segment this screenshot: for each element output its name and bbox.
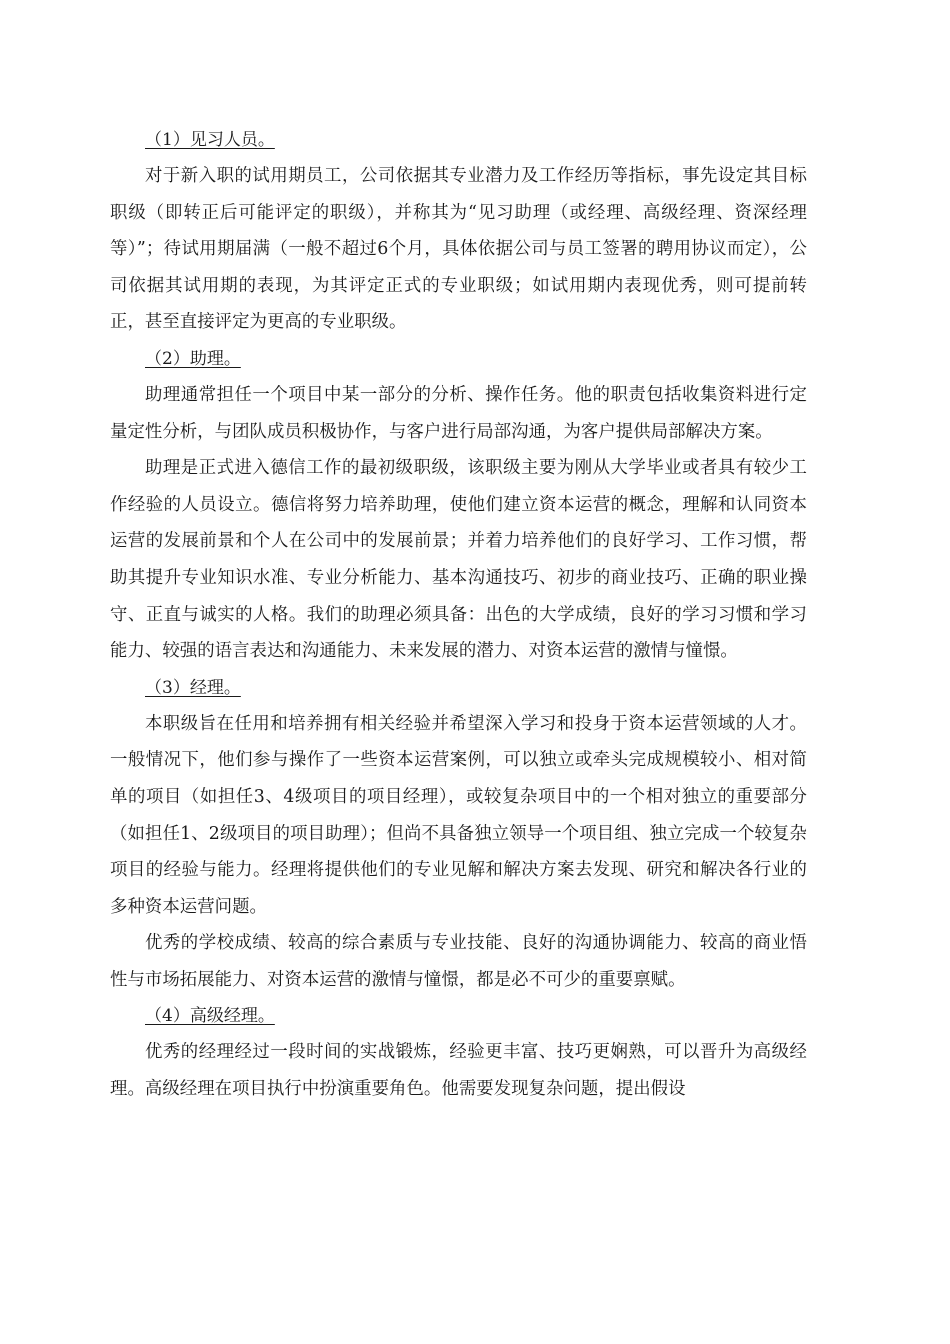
section-trainee bbox=[110, 122, 807, 341]
paragraph: 助理通常担任一个项目中某一部分的分析、操作任务。他的职责包括收集资料进行定量定性分析，与团队成员积极协作，与客户进行局部沟通，为客户提供局部解决方案。 bbox=[110, 384, 807, 442]
section-heading: （4）高级经理。 bbox=[145, 1006, 275, 1027]
section-assistant bbox=[110, 341, 807, 670]
paragraph: 对于新入职的试用期员工，公司依据其专业潜力及工作经历等指标，事先设定其目标职级（即转正后可能评定的职级），并称其为“见习助理（或经理、高级经理、资深经理等）”；待试用期届满（一般不超过6个月，具体依据公司与员工签署的聘用协议而定），公司依据其试用期的表现，为其评定正式的专业职级；如试用期内表现优秀，则可提前转正，甚至直接评定为更高的专业职级。 bbox=[110, 166, 807, 333]
section-heading: （1）见习人员。 bbox=[145, 130, 275, 150]
paragraph: 优秀的经理经过一段时间的实战锻炼，经验更丰富、技巧更娴熟，可以晋升为高级经理。高级经理在项目执行中扮演重要角色。他需要发现复杂问题，提出假设 bbox=[110, 1042, 807, 1100]
paragraph: 助理是正式进入德信工作的最初级职级，该职级主要为刚从大学毕业或者具有较少工作经验的人员设立。德信将努力培养助理，使他们建立资本运营的概念，理解和认同资本运营的发展前景和个人在公司中的发展前景；并着力培养他们的良好学习、工作习惯，帮助其提升专业知识水准、专业分析能力、基本沟通技巧、初步的商业技巧、正确的职业操守、正直与诚实的人格。我们的助理必须具备：出色的大学成绩，良好的学习习惯和学习能力、较强的语言表达和沟通能力、未来发展的潜力、对资本运营的激情与憧憬。 bbox=[110, 458, 807, 662]
section-heading: （2）助理。 bbox=[145, 348, 241, 369]
section-senior-manager bbox=[110, 998, 807, 1107]
section-manager bbox=[110, 670, 807, 999]
section-heading: （3）经理。 bbox=[145, 677, 241, 698]
document-body bbox=[110, 122, 807, 1108]
paragraph: 优秀的学校成绩、较高的综合素质与专业技能、良好的沟通协调能力、较高的商业悟性与市场拓展能力、对资本运营的激情与憧憬，都是必不可少的重要禀赋。 bbox=[110, 933, 807, 990]
paragraph: 本职级旨在任用和培养拥有相关经验并希望深入学习和投身于资本运营领域的人才。一般情况下，他们参与操作了一些资本运营案例，可以独立或牵头完成规模较小、相对简单的项目（如担任3、4级项目的项目经理），或较复杂项目中的一个相对独立的重要部分（如担任1、2级项目的项目助理）；但尚不具备独立领导一个项目组、独立完成一个较复杂项目的经验与能力。经理将提供他们的专业见解和解决方案去发现、研究和解决各行业的多种资本运营问题。 bbox=[110, 713, 807, 917]
